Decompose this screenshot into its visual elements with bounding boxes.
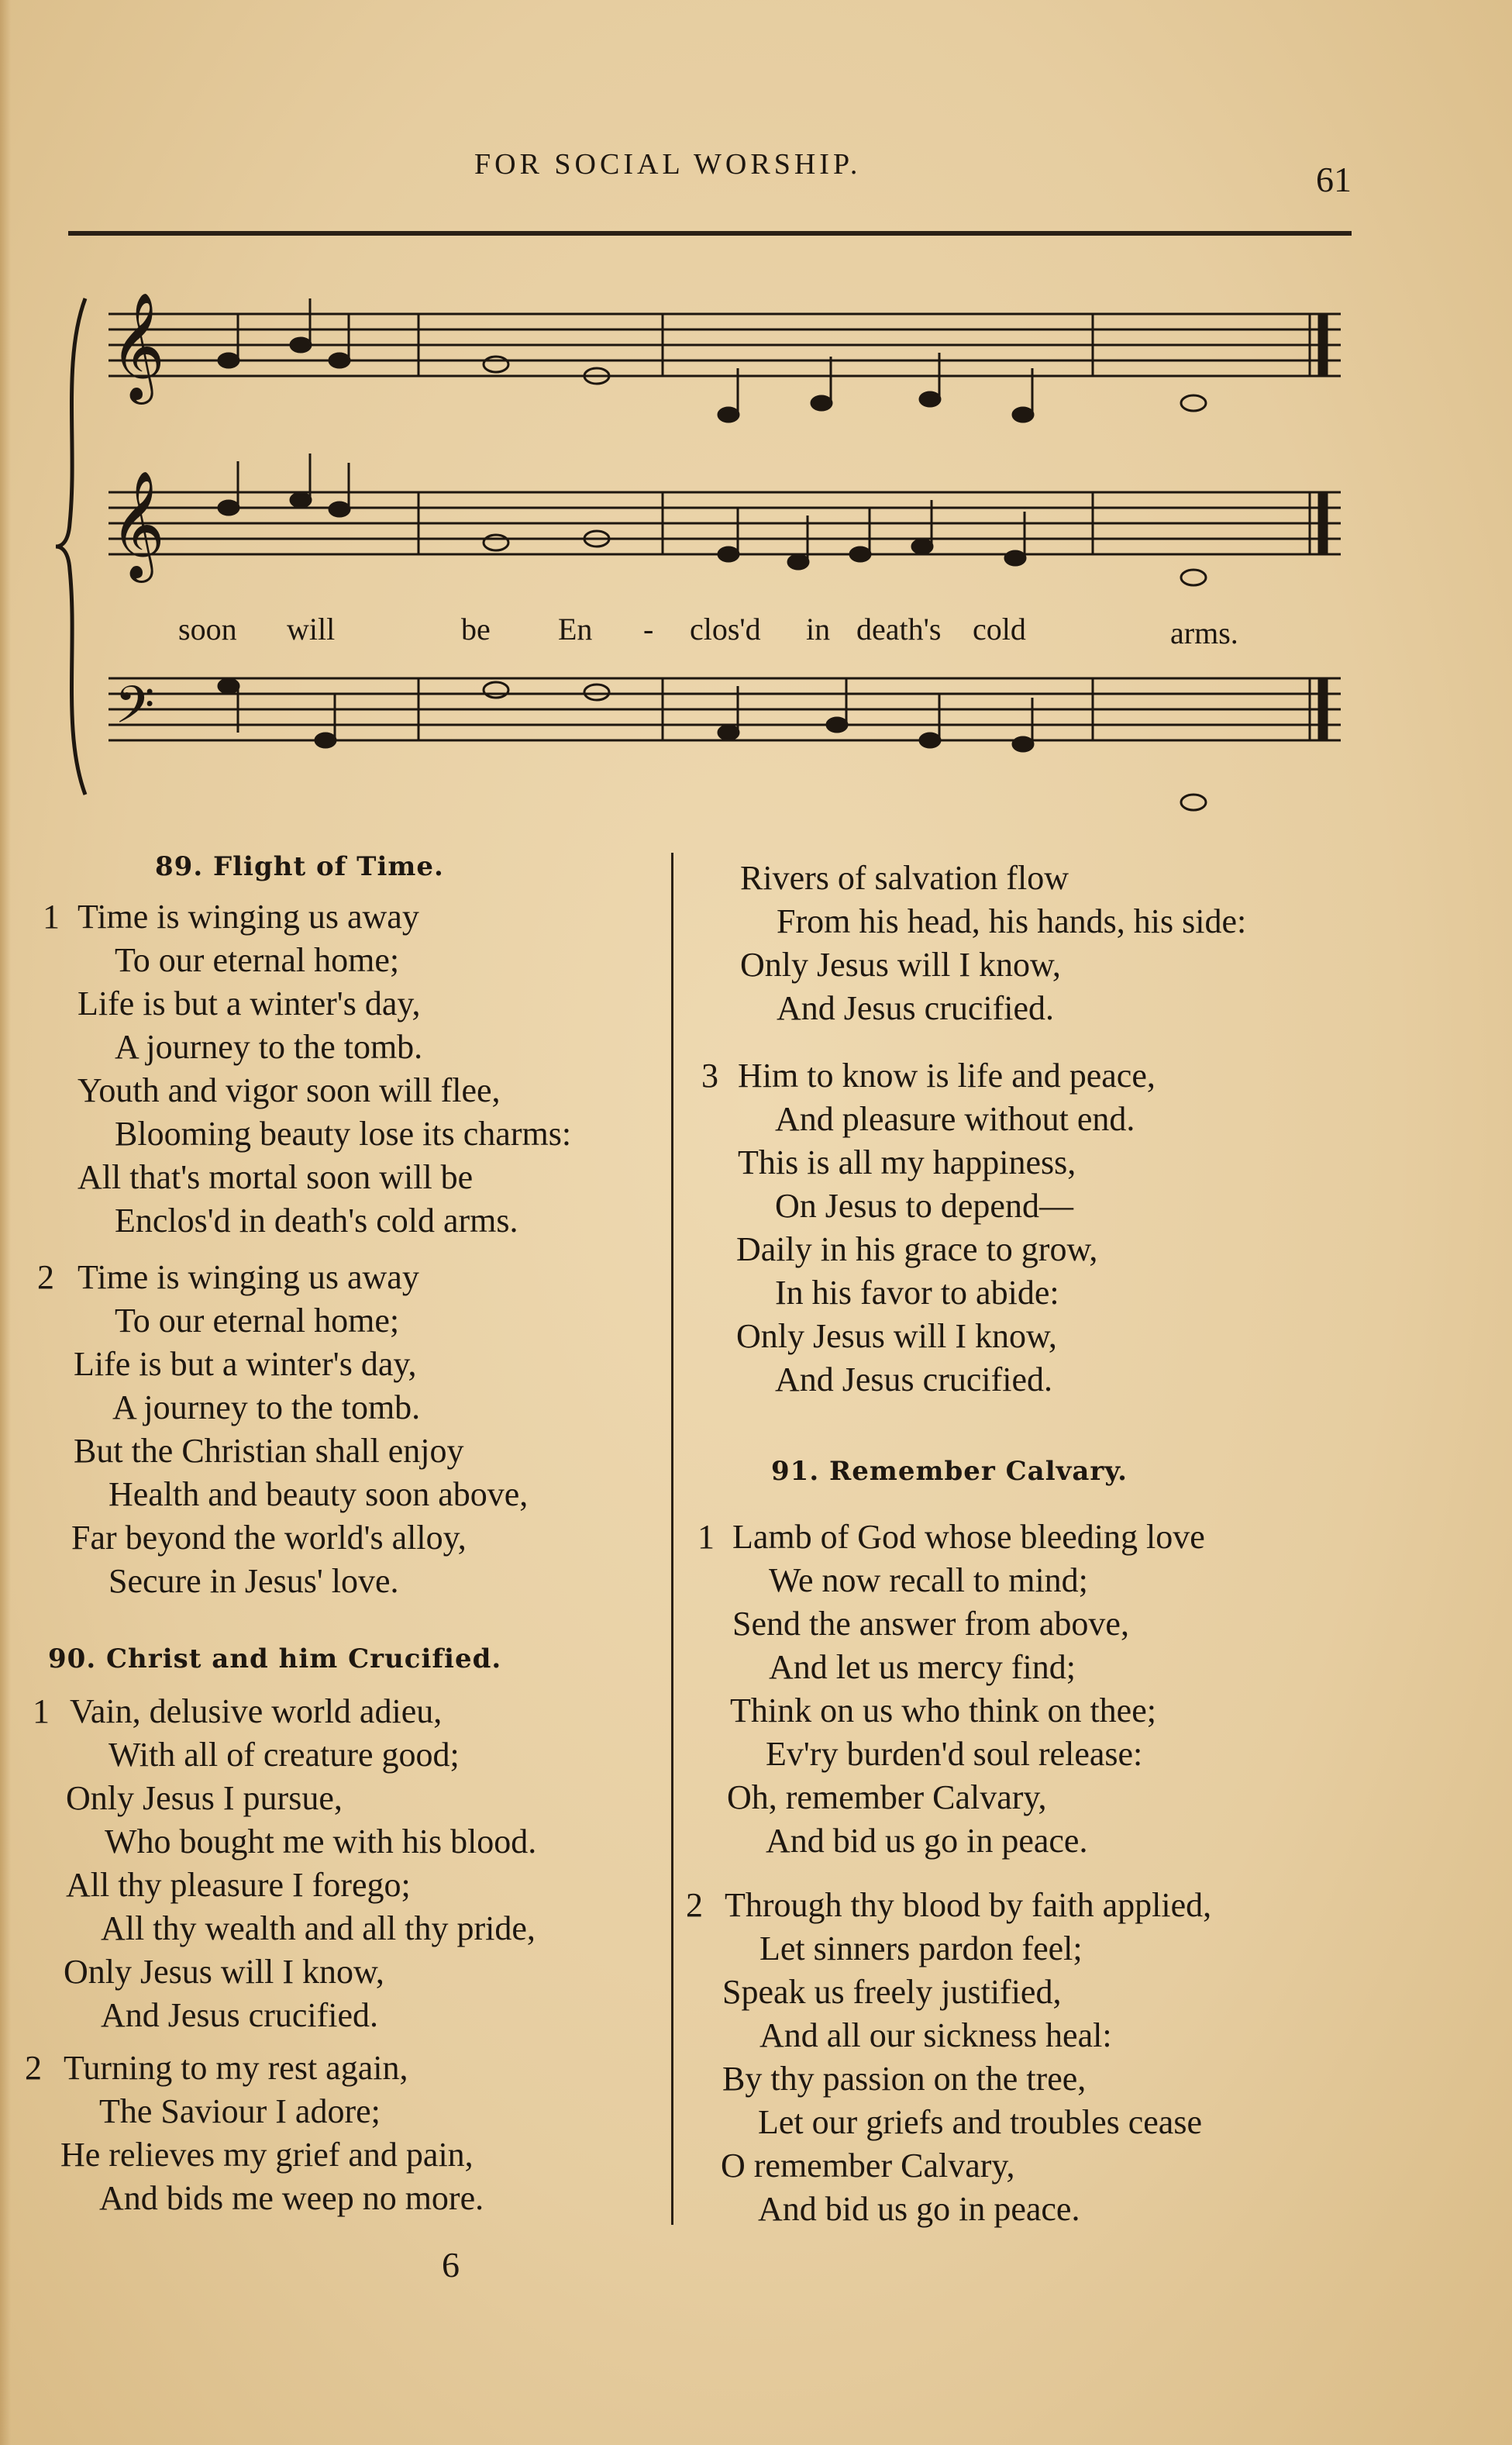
signature-mark: 6 — [442, 2245, 460, 2285]
hymn-title-text: Christ and him Crucified. — [106, 1643, 502, 1674]
verse-line: And bid us go in peace. — [758, 2190, 1080, 2228]
hymn-title-text: Remember Calvary. — [829, 1456, 1128, 1487]
verse-line: Life is but a winter's day, — [77, 985, 421, 1022]
verse-line: Rivers of salvation flow — [740, 859, 1069, 897]
lyric-syllable: - — [643, 612, 654, 647]
verse-line: All that's mortal soon will be — [77, 1158, 474, 1196]
verse-line: On Jesus to depend— — [775, 1187, 1073, 1225]
verse-line: Lamb of God whose bleeding love — [732, 1518, 1205, 1556]
verse-line: A journey to the tomb. — [112, 1388, 421, 1426]
verse-line: And Jesus crucified. — [101, 1996, 379, 2034]
hymn-number: 90. — [48, 1643, 97, 1674]
verse-number: 1 — [33, 1692, 50, 1730]
verse-line: Daily in his grace to grow, — [736, 1230, 1098, 1268]
verse-line: Only Jesus I pursue, — [66, 1779, 343, 1817]
verse-line: And bids me weep no more. — [99, 2179, 484, 2217]
verse-line: Secure in Jesus' love. — [108, 1562, 399, 1600]
lyric-syllable: death's — [856, 612, 942, 647]
hymn-number: 91. — [771, 1456, 820, 1487]
verse-line: And all our sickness heal: — [759, 2016, 1112, 2054]
verse-line: And let us mercy find; — [769, 1648, 1076, 1686]
running-head: FOR SOCIAL WORSHIP. — [474, 148, 862, 181]
verse-line: Life is but a winter's day, — [74, 1345, 417, 1383]
verse-line: Think on us who think on thee; — [730, 1691, 1156, 1729]
verse-line: Speak us freely justified, — [722, 1973, 1062, 2011]
verse-number: 3 — [701, 1057, 718, 1095]
hymn-title-text: Flight of Time. — [213, 851, 444, 882]
verse-line: Him to know is life and peace, — [738, 1057, 1156, 1095]
verse-line: O remember Calvary, — [721, 2147, 1015, 2185]
verse-line: Time is winging us away — [77, 898, 419, 936]
verse-line: From his head, his hands, his side: — [777, 902, 1247, 940]
verse-line: Only Jesus will I know, — [736, 1317, 1057, 1355]
verse-line: Health and beauty soon above, — [108, 1475, 529, 1513]
verse-line: Turning to my rest again, — [64, 2049, 408, 2087]
verse-number: 1 — [43, 898, 60, 936]
treble-clef-icon: 𝄞 — [110, 292, 165, 400]
verse-number: 2 — [686, 1886, 703, 1924]
verse-line: All thy pleasure I forego; — [66, 1866, 411, 1904]
verse-line: And Jesus crucified. — [775, 1360, 1053, 1398]
verse-line: This is all my happiness, — [738, 1143, 1076, 1181]
verse-line: Let our griefs and troubles cease — [758, 2103, 1202, 2141]
verse-line: In his favor to abide: — [775, 1274, 1059, 1312]
hymn-number: 89. — [155, 851, 204, 882]
lyric-syllable: will — [287, 612, 336, 647]
lyric-syllable: in — [806, 612, 831, 647]
verse-line: Only Jesus will I know, — [64, 1953, 384, 1991]
verse-line: Oh, remember Calvary, — [727, 1778, 1047, 1816]
verse-line: By thy passion on the tree, — [722, 2060, 1087, 2098]
verse-line: And bid us go in peace. — [766, 1822, 1088, 1860]
lyric-syllable: arms. — [1170, 616, 1238, 650]
verse-line: And pleasure without end. — [775, 1100, 1135, 1138]
verse-line: Vain, delusive world adieu, — [70, 1692, 443, 1730]
lyric-syllable: En — [558, 612, 593, 647]
treble-clef-icon: 𝄞 — [110, 471, 165, 578]
verse-line: Only Jesus will I know, — [740, 946, 1061, 984]
verse-line: To our eternal home; — [115, 1302, 400, 1340]
verse-line: Far beyond the world's alloy, — [71, 1519, 467, 1557]
verse-line: But the Christian shall enjoy — [74, 1432, 464, 1470]
hymn-title — [771, 1450, 1128, 1493]
lyric-syllable: soon — [178, 612, 237, 647]
lyric-syllable: cold — [973, 612, 1026, 647]
verse-number: 2 — [25, 2049, 42, 2087]
verse-number: 1 — [697, 1518, 715, 1556]
verse-line: Who bought me with his blood. — [105, 1823, 537, 1860]
verse-line: Enclos'd in death's cold arms. — [115, 1202, 518, 1240]
verse-line: Let sinners pardon feel; — [759, 1929, 1083, 1967]
verse-line: Ev'ry burden'd soul release: — [766, 1735, 1143, 1773]
verse-line: He relieves my grief and pain, — [60, 2136, 474, 2174]
verse-line: All thy wealth and all thy pride, — [101, 1909, 536, 1947]
verse-line: Through thy blood by faith applied, — [725, 1886, 1212, 1924]
verse-line: The Saviour I adore; — [99, 2092, 381, 2130]
verse-line: To our eternal home; — [115, 941, 400, 979]
verse-line: Time is winging us away — [77, 1258, 419, 1296]
verse-number: 2 — [37, 1258, 54, 1296]
lyric-syllable: clos'd — [690, 612, 761, 647]
page-number: 61 — [1316, 160, 1352, 199]
verse-line: Youth and vigor soon will flee, — [77, 1071, 501, 1109]
verse-line: And Jesus crucified. — [777, 989, 1055, 1027]
bass-clef-icon: 𝄢 — [115, 675, 155, 747]
verse-line: Send the answer from above, — [732, 1605, 1129, 1643]
lyric-syllable: be — [461, 612, 491, 647]
verse-line: A journey to the tomb. — [115, 1028, 423, 1066]
verse-line: We now recall to mind; — [769, 1561, 1088, 1599]
verse-line: Blooming beauty lose its charms: — [115, 1115, 572, 1153]
verse-line: With all of creature good; — [108, 1736, 460, 1774]
